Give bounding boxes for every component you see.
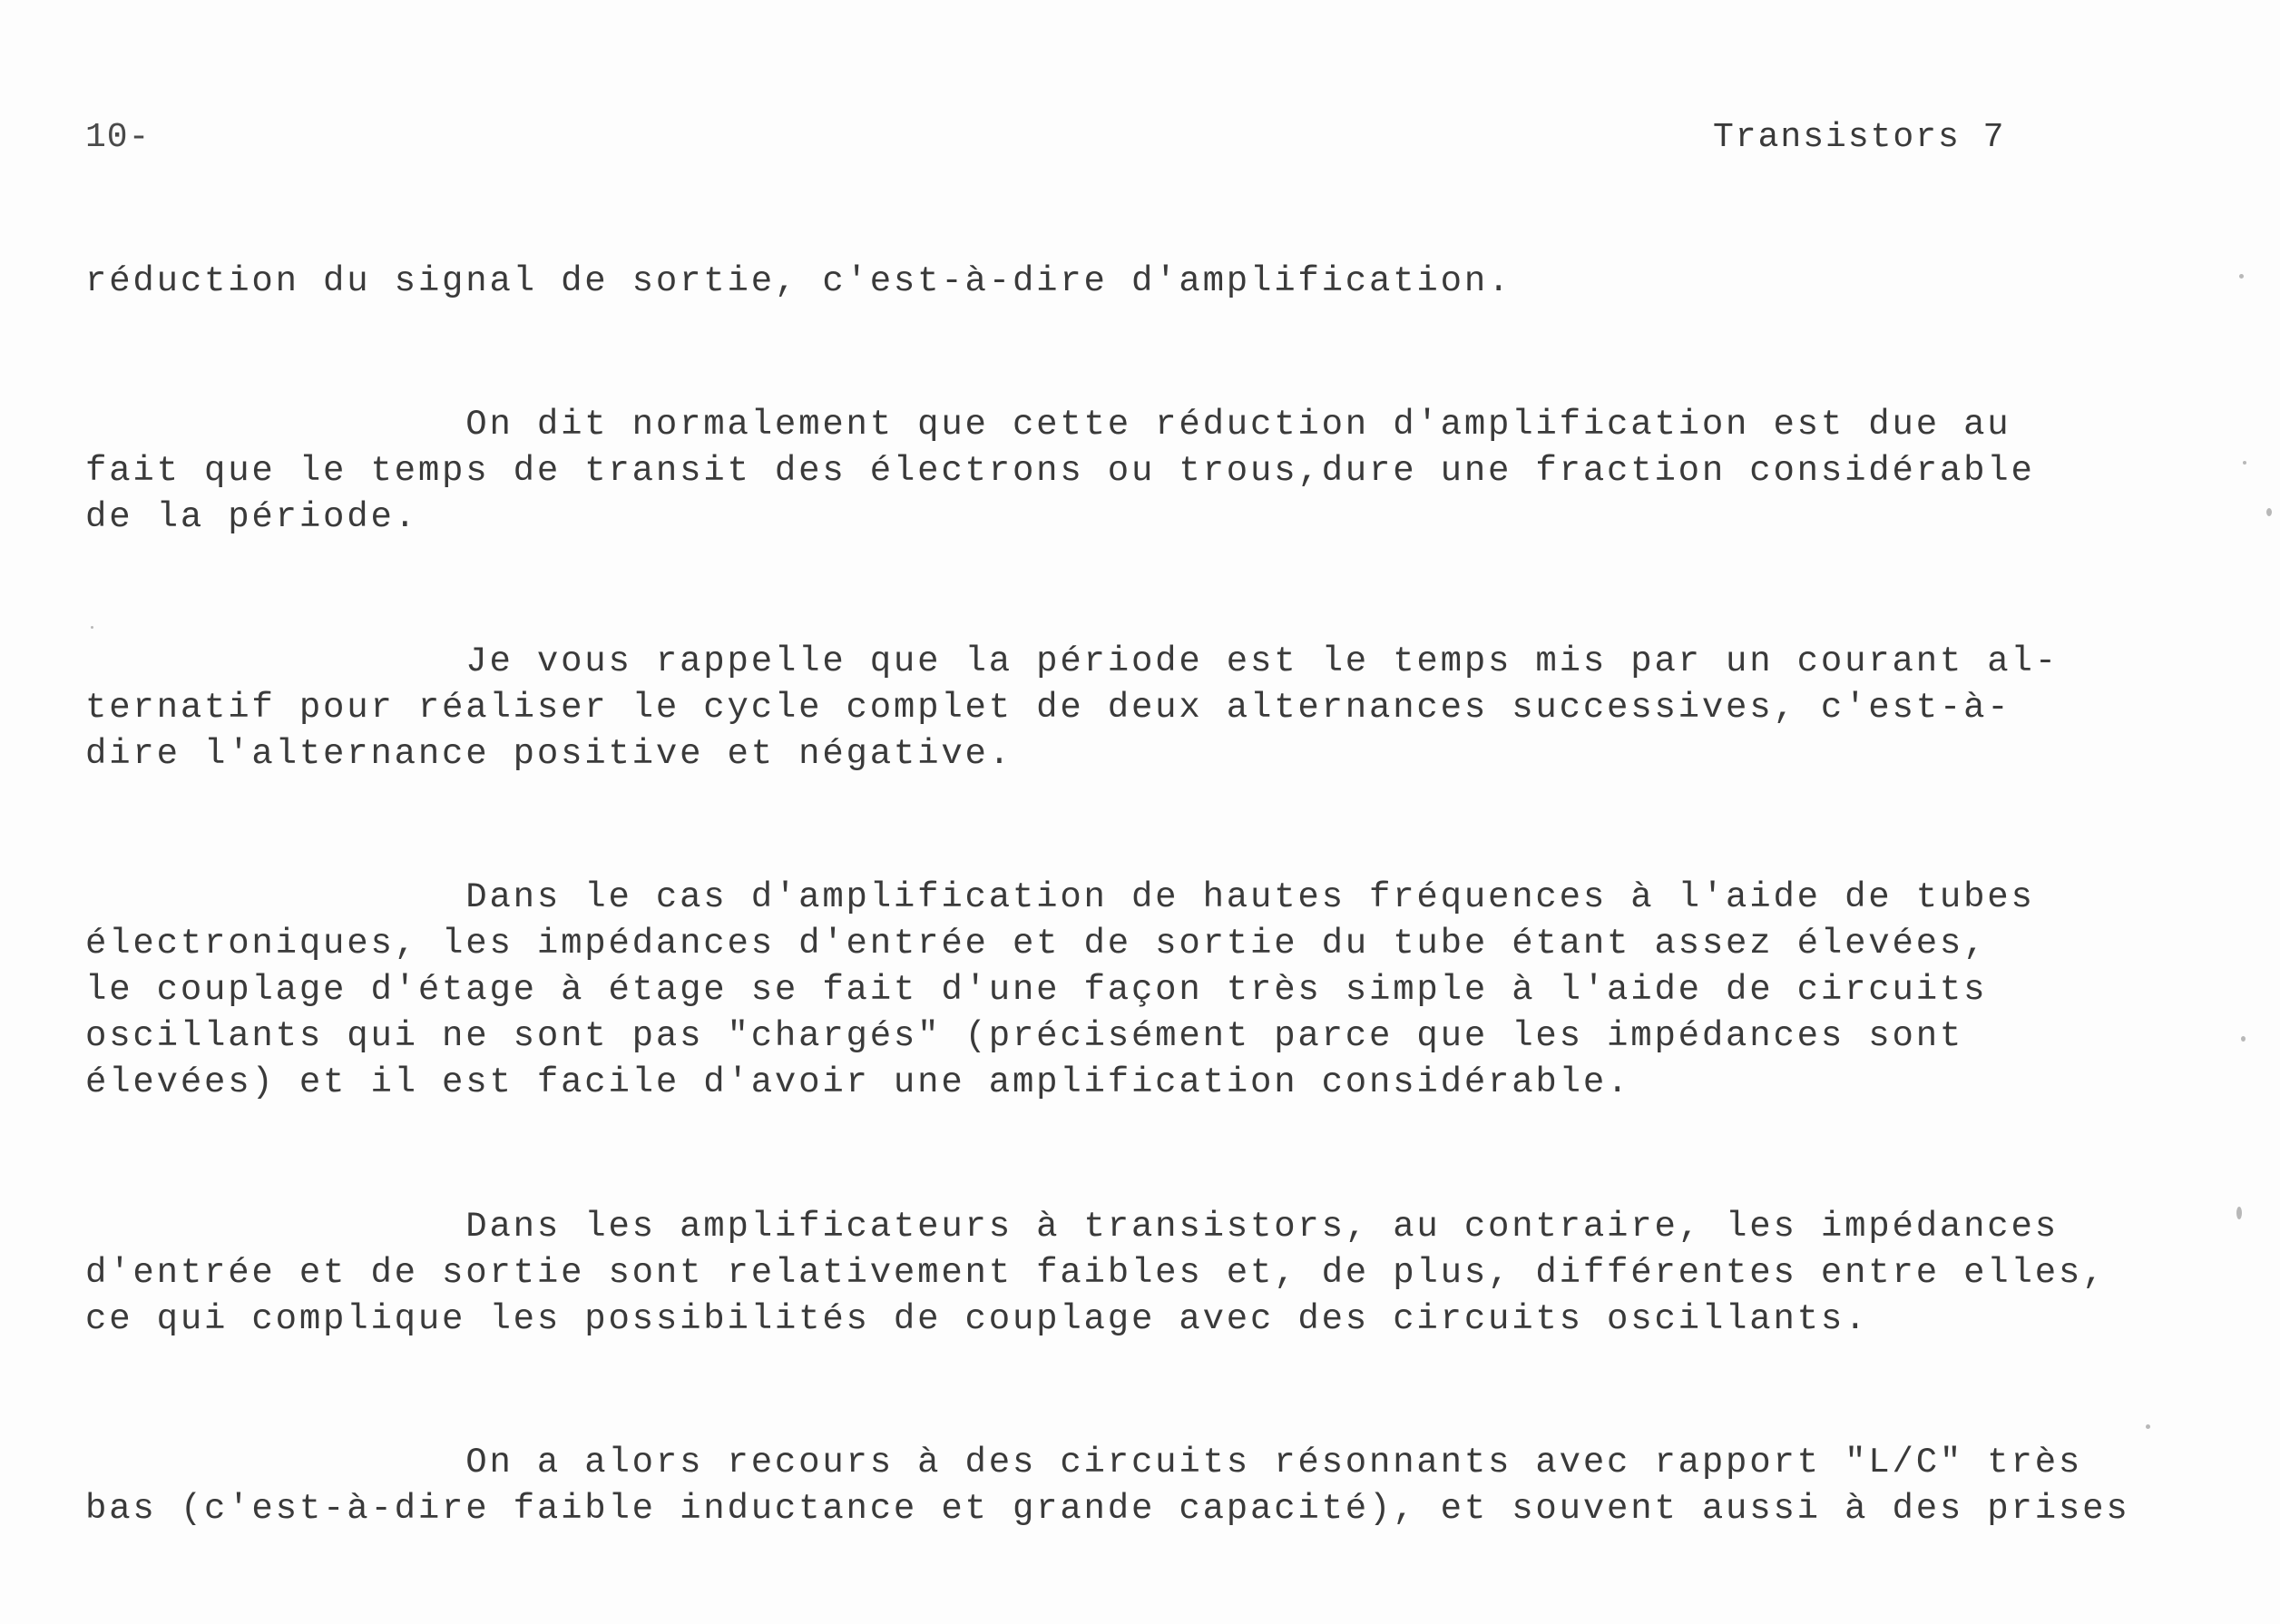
scan-speck [2241, 1036, 2246, 1042]
scan-speck [2243, 461, 2246, 465]
text-line: bas (c'est-à-dire faible inductance et grande capacité), et souvent aussi à des prises [85, 1489, 2130, 1529]
text-line: On a alors recours à des circuits résonnants avec rapport "L/C" très [85, 1443, 2083, 1482]
scan-speck [2236, 1207, 2242, 1219]
text-line: Je vous rappelle que la période est le temps mis par un courant al- [85, 641, 2059, 681]
text-line: ternatif pour réaliser le cycle complet de deux alternances successives, c'est-à- [85, 688, 2011, 728]
text-line: élevées) et il est facile d'avoir une amplification considérable. [85, 1062, 1631, 1102]
running-title: Transistors 7 [1713, 118, 2006, 157]
scan-speck [91, 626, 93, 629]
text-line: On dit normalement que cette réduction d'amplification est due au [85, 405, 2011, 445]
text-line: le couplage d'étage à étage se fait d'une façon très simple à l'aide de circuits [85, 970, 1988, 1010]
text-line: oscillants qui ne sont pas "chargés" (précisément parce que les impédances sont [85, 1016, 1964, 1056]
text-line: d'entrée et de sortie sont relativement faibles et, de plus, différentes entre elles, [85, 1253, 2107, 1293]
text-line: de la période. [85, 497, 418, 537]
text-line: Dans les amplificateurs à transistors, au contraire, les impédances [85, 1207, 2059, 1247]
text-line: Dans le cas d'amplification de hautes fréquences à l'aide de tubes [85, 877, 2035, 917]
text-line: fait que le temps de transit des électrons ou trous,dure une fraction considérable [85, 451, 2035, 491]
scan-speck [2146, 1424, 2150, 1429]
scan-speck [2266, 508, 2272, 516]
text-line: ce qui complique les possibilités de couplage avec des circuits oscillants. [85, 1299, 1869, 1339]
scan-speck [2239, 274, 2244, 279]
text-line: réduction du signal de sortie, c'est-à-dire d'amplification. [85, 261, 1512, 301]
text-line: électroniques, les impédances d'entrée et de sortie du tube étant assez élevées, [85, 924, 1988, 964]
text-line: dire l'alternance positive et négative. [85, 734, 1013, 774]
page-number: 10- [85, 118, 151, 157]
